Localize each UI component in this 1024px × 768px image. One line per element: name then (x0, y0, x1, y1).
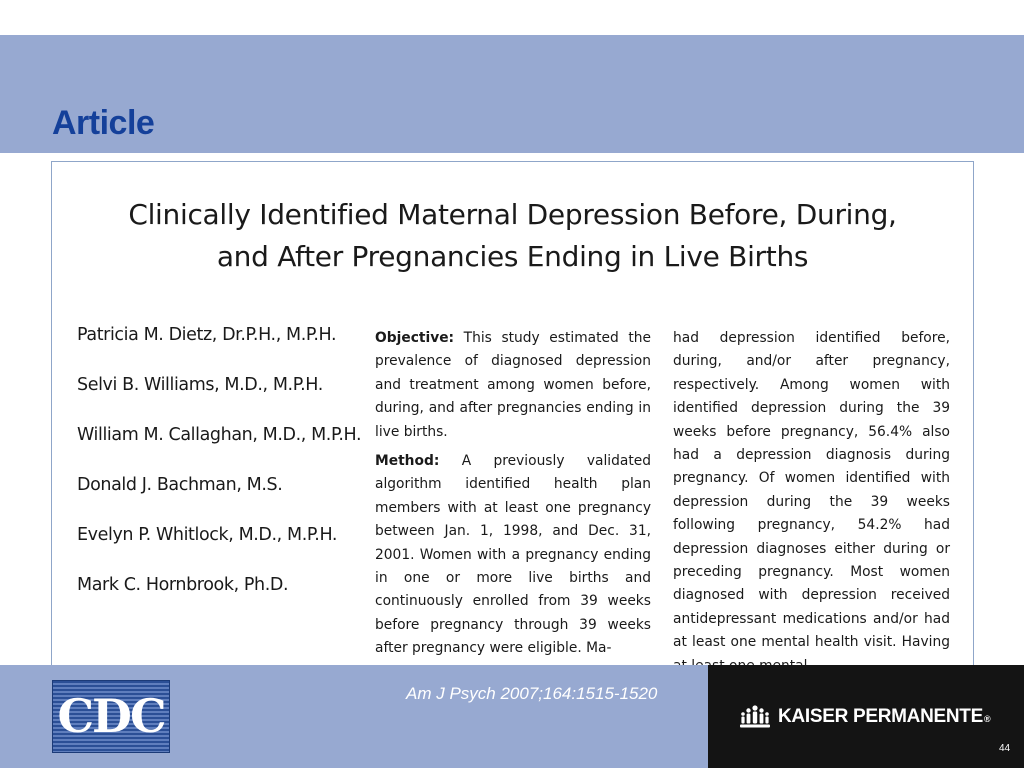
author: Selvi B. Williams, M.D., M.P.H. (77, 375, 323, 395)
article-title (52, 194, 973, 278)
kp-name: KAISER PERMANENTE (778, 706, 983, 727)
article-title-line-1: Clinically Identified Maternal Depression Before, During, (128, 198, 897, 231)
author: William M. Callaghan, M.D., M.P.H. (77, 425, 362, 445)
author: Patricia M. Dietz, Dr.P.H., M.P.H. (77, 325, 337, 345)
method-label: Method: (375, 453, 440, 470)
author: Mark C. Hornbrook, Ph.D. (77, 575, 289, 595)
kaiser-permanente-logo (740, 702, 990, 732)
method-text: A previously validated algorithm identified health plan members with at least one pregnancy between Jan. 1, 1998, and Dec. 31, 2001. Women with a pregnancy ending in one or more live births and continuously enrolled from 39 weeks before pregnancy through 39 weeks after pregnancy were eligible. Ma- (375, 453, 651, 657)
cdc-logo (52, 680, 170, 753)
kaiser-permanente-wordmark (778, 706, 990, 728)
author: Donald J. Bachman, M.S. (77, 475, 283, 495)
objective-label: Objective: (375, 330, 455, 346)
registered-mark: ® (983, 714, 991, 724)
results-text: had depression identified before, during, and/or after pregnancy, respectively. Among women with identified depression during the 39 weeks before pregnancy, 56.4% also had a depression diagnosis during pregnancy. Of women identified with depression during the 39 weeks following pregnancy, 54.2% had depression diagnoses either during or preceding pregnancy. Most women diagnosed with depression received antidepressant medications and/or had at least one mental health visit. Having (673, 330, 950, 651)
author-list (77, 324, 367, 624)
author: Evelyn P. Whitlock, M.D., M.P.H. (77, 525, 338, 545)
objective-paragraph (375, 327, 651, 444)
abstract-column-1 (375, 327, 651, 657)
objective-text: This study estimated the prevalence of diagnosed depression and treatment among women before, during, and after pregnancies ending in live births. (375, 330, 651, 440)
article-title-line-2: and After Pregnancies Ending in Live Births (216, 240, 809, 273)
article-image (51, 161, 974, 666)
slide-title: Article (52, 104, 155, 142)
citation: Am J Psych 2007;164:1515-1520 (406, 684, 658, 703)
top-strip (0, 0, 1024, 35)
cdc-logo-text: CDC (57, 689, 165, 743)
abstract-column-2 (673, 327, 950, 651)
page-number: 44 (999, 743, 1011, 754)
kaiser-permanente-people-icon (740, 704, 770, 730)
method-paragraph (375, 450, 651, 661)
